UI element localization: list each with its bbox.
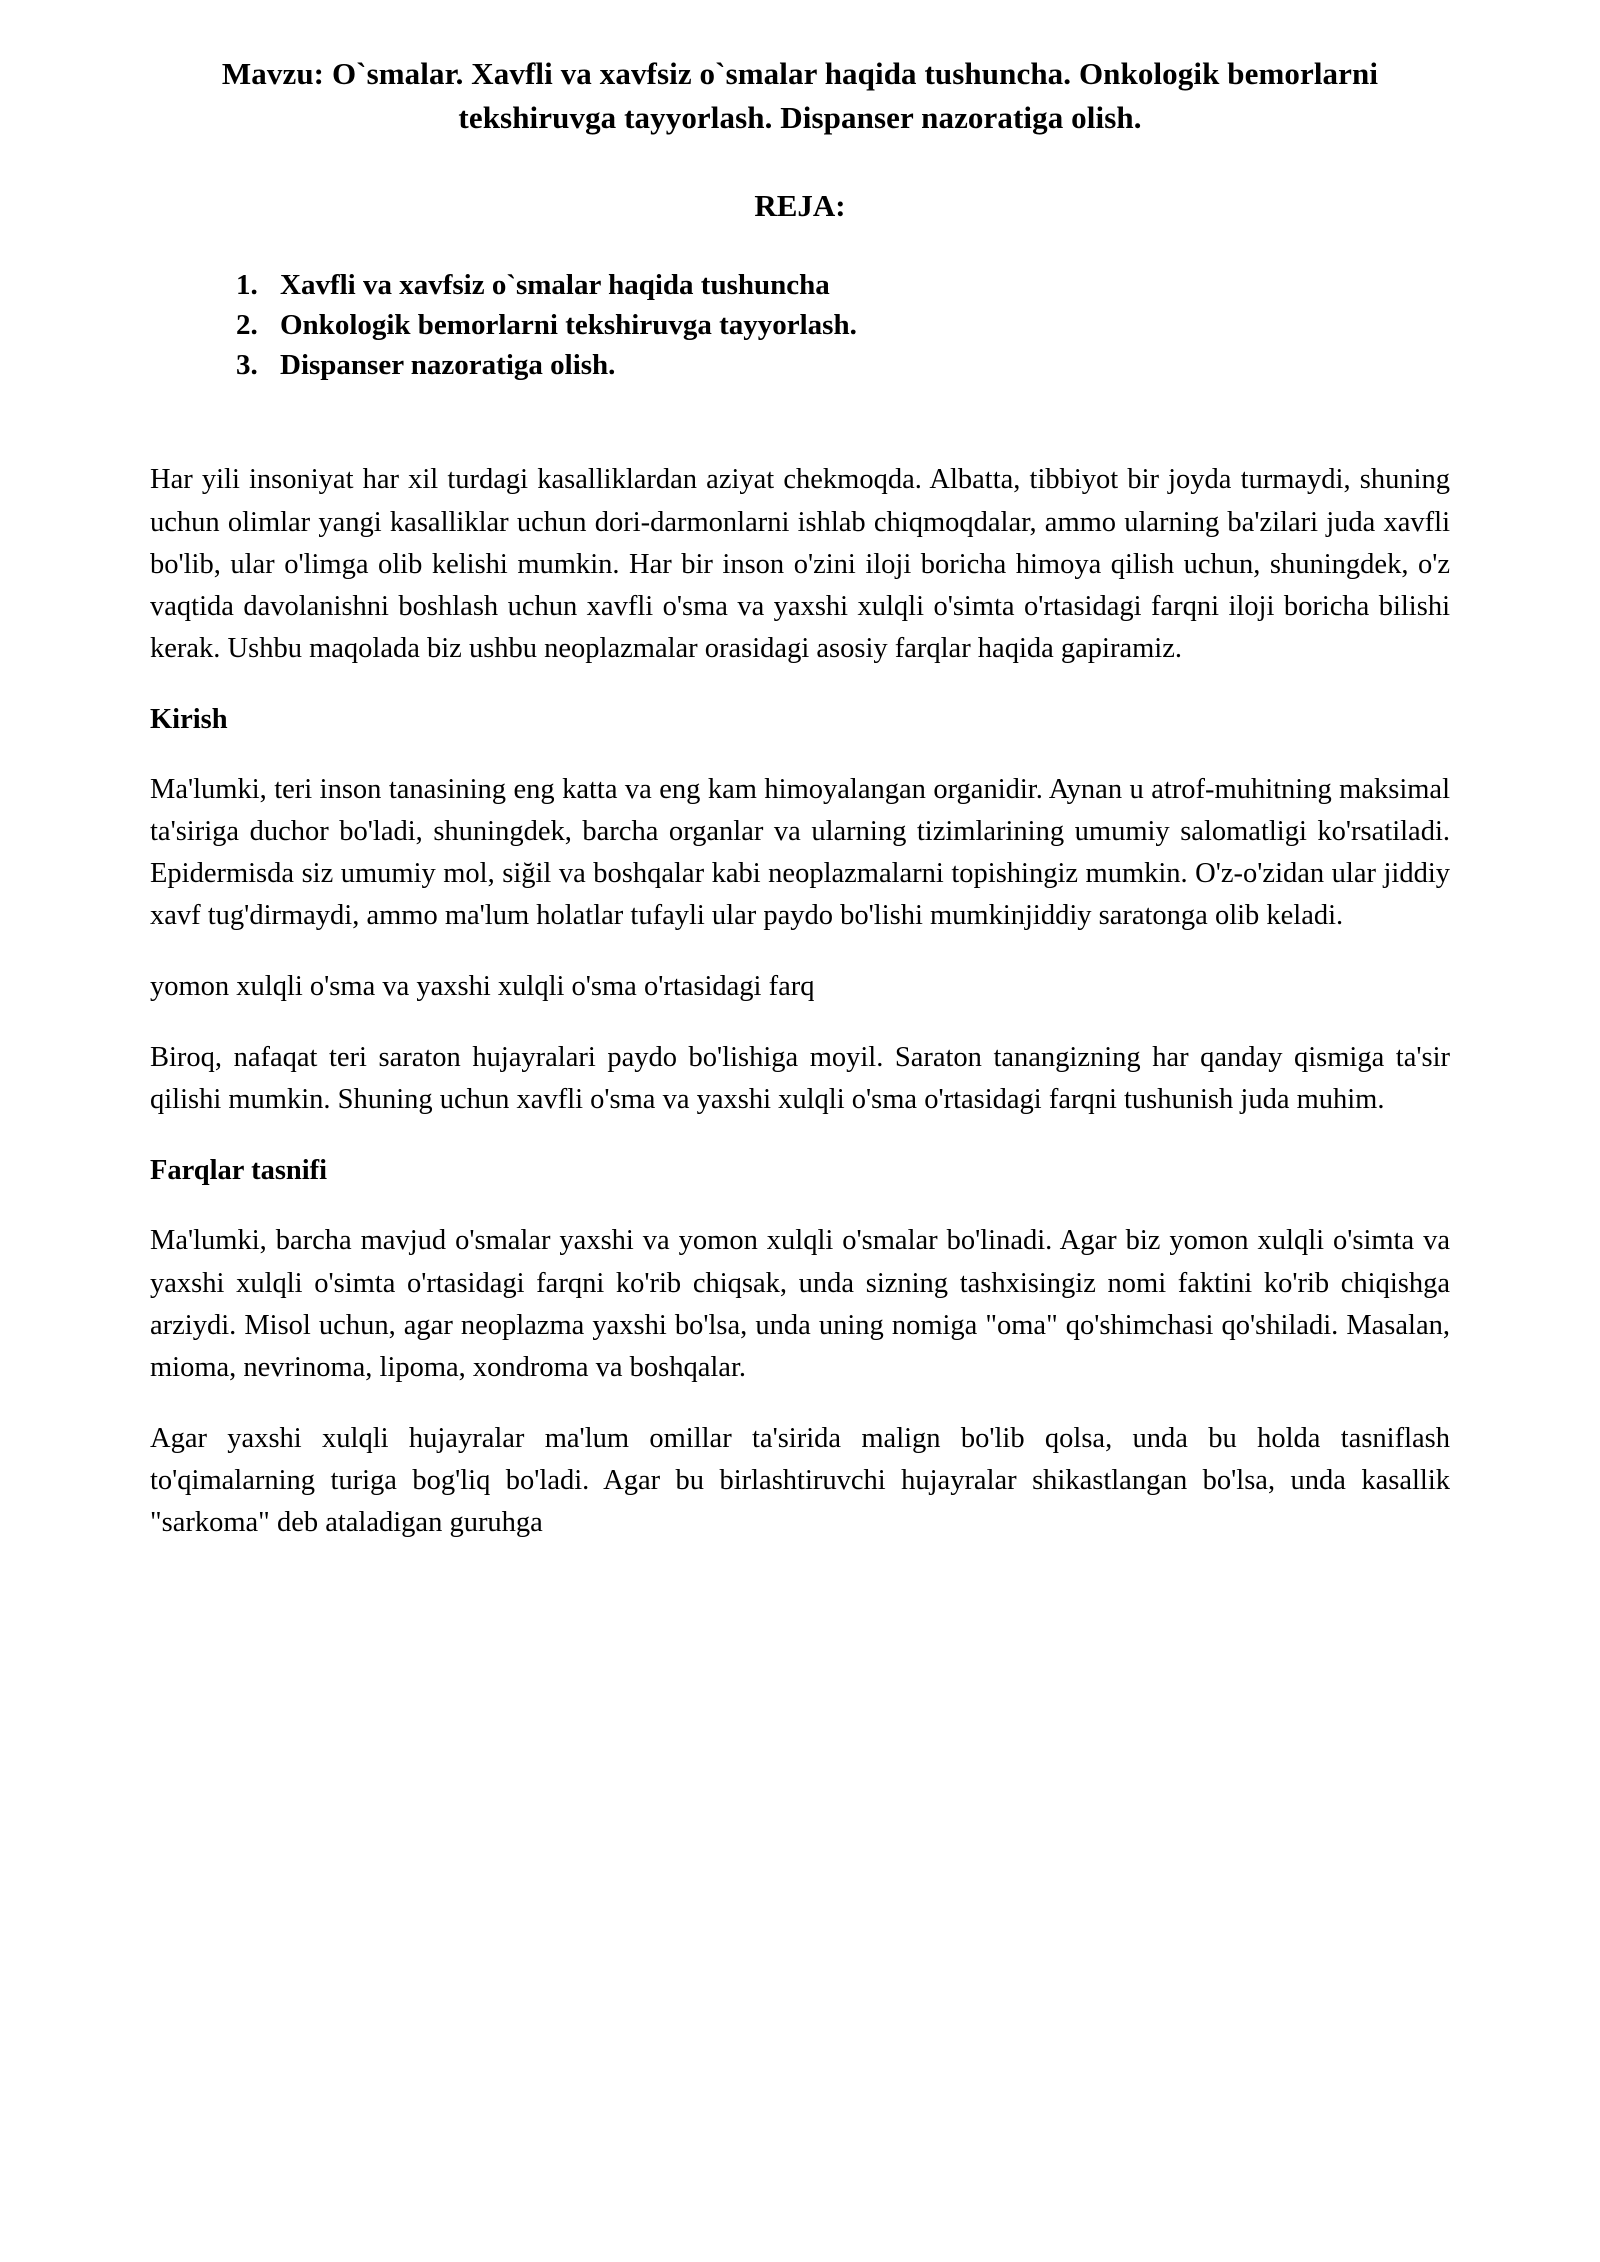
paragraph-intro: Har yili insoniyat har xil turdagi kasalliklardan aziyat chekmoqda. Albatta, tibbiyot bir joyda turmaydi, shuning uchun olimlar yangi kasalliklar uchun dori-darmonlarni ishlab chiqmoqdalar, ammo ularning ba'zilari juda xavfli bo'lib, ular o'limga olib kelishi mumkin. Har bir inson o'zini iloji boricha himoya qilish uchun, shuningdek, o'z vaqtida davolanishni boshlash uchun xavfli o'sma va yaxshi xulqli o'simta o'rtasidagi farqni iloji boricha bilishi kerak. Ushbu maqolada biz ushbu neoplazmalar orasidagi asosiy farqlar haqida gapiramiz. [150,464,1450,664]
paragraph-kirish: Ma'lumki, teri inson tanasining eng katta va eng kam himoyalangan organidir. Aynan u atrof-muhitning maksimal ta'siriga duchor bo'ladi, shuningdek, barcha organlar va ularning tizimlarining umumiy salomatligi ko'rsatiladi. Epidermisda siz umumiy mol, siğil va boshqalar kabi neoplazmalarni topishingiz mumkin. O'z-o'zidan ular jiddiy xavf tug'dirmaydi, ammo ma'lum holatlar tufayli ular paydo bo'lishi mumkinjiddiy saratonga olib keladi. [150,773,1450,932]
plan-heading: REJA: [754,188,846,224]
plan-item-label: Xavfli va xavfsiz o`smalar haqida tushuncha [280,269,830,302]
document-title: Mavzu: O`smalar. Xavfli va xavfsiz o`smalar haqida tushuncha. Onkologik bemorlarni tekshiruvga tayyorlash. Dispanser nazoratiga olish. [221,56,1379,136]
plan-list [150,265,1450,385]
plan-list-item [236,265,1450,305]
paragraph-agar: Agar yaxshi xulqli hujayralar ma'lum omillar ta'sirida malign bo'lib qolsa, unda bu holda tasniflash to'qimalarning turiga bog'liq bo'ladi. Agar bu birlashtiruvchi hujayralar shikastlangan bo'lsa, unda kasallik "sarkoma" deb ataladigan guruhga [150,1422,1450,1538]
paragraph-biroq: Biroq, nafaqat teri saraton hujayralari paydo bo'lishiga moyil. Saraton tanangizning har qanday qismiga ta'sir qilishi mumkin. Shuning uchun xavfli o'sma va yaxshi xulqli o'sma o'rtasidagi farqni tushunish juda muhim. [150,1042,1450,1116]
plan-list-item [236,305,1450,345]
plan-item-label: Onkologik bemorlarni tekshiruvga tayyorlash. [280,309,857,342]
heading-kirish: Kirish [150,703,228,735]
paragraph-farqlar: Ma'lumki, barcha mavjud o'smalar yaxshi va yomon xulqli o'smalar bo'linadi. Agar biz yomon xulqli o'simta va yaxshi xulqli o'simta o'rtasidagi farqni ko'rib chiqsak, unda sizning tashxisingiz nomi faktini ko'rib chiqishga arziydi. Misol uchun, agar neoplazma yaxshi bo'lsa, unda uning nomiga "oma" qo'shimchasi qo'shiladi. Masalan, mioma, nevrinoma, lipoma, xondroma va boshqalar. [150,1225,1450,1383]
caption-farq: yomon xulqli o'sma va yaxshi xulqli o'sma o'rtasidagi farq [150,971,815,1003]
document-body [150,459,1450,1543]
plan-item-number: 3. [236,349,258,382]
plan-list-item [236,345,1450,385]
plan-item-label: Dispanser nazoratiga olish. [280,349,616,382]
plan-item-number: 1. [236,269,258,302]
heading-farqlar-tasnifi: Farqlar tasnifi [150,1155,328,1187]
plan-item-number: 2. [236,309,258,342]
